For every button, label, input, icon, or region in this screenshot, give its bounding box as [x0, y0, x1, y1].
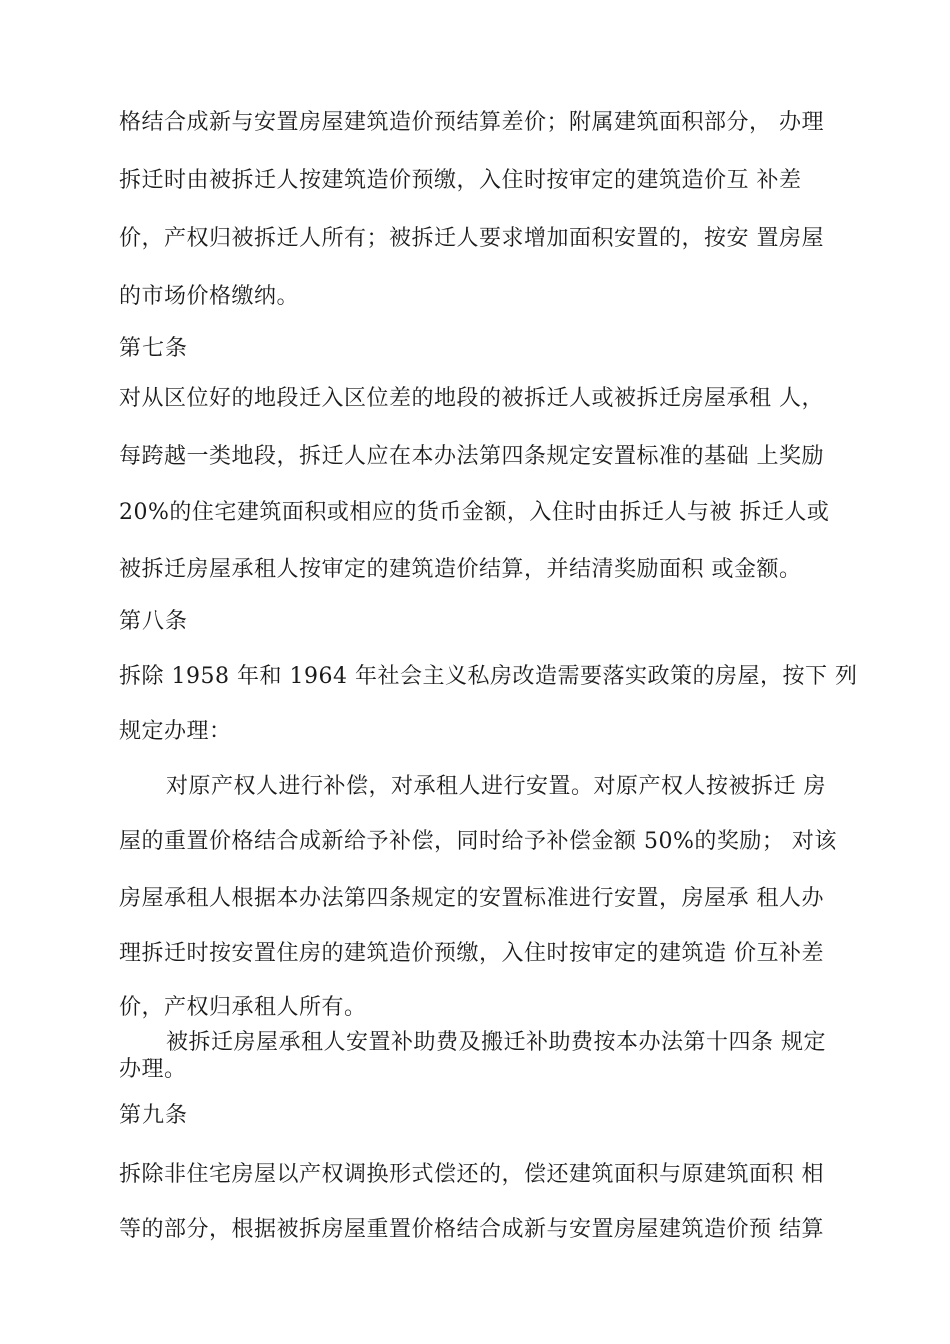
section-heading: 第九条	[119, 1103, 189, 1128]
text-line: 20%的住宅建筑面积或相应的货币金额，入住时由拆迁人与被 拆迁人或	[119, 500, 830, 525]
section-heading: 第八条	[119, 609, 189, 634]
text-line: 办理。	[119, 1057, 187, 1082]
text-line: 被拆迁房屋承租人安置补助费及搬迁补助费按本办法第十四条 规定	[166, 1030, 826, 1055]
text-line: 拆除非住宅房屋以产权调换形式偿还的，偿还建筑面积与原建筑面积 相	[119, 1162, 824, 1187]
text-line: 屋的重置价格结合成新给予补偿，同时给予补偿金额 50%的奖励； 对该	[119, 829, 837, 854]
text-line: 对原产权人进行补偿，对承租人进行安置。对原产权人按被拆迁 房	[166, 774, 826, 799]
text-line: 规定办理：	[119, 719, 232, 744]
text-line: 每跨越一类地段，拆迁人应在本办法第四条规定安置标准的基础 上奖励	[119, 444, 824, 469]
text-line: 等的部分，根据被拆房屋重置价格结合成新与安置房屋建筑造价预 结算	[119, 1217, 824, 1242]
text-line: 房屋承租人根据本办法第四条规定的安置标准进行安置，房屋承 租人办	[119, 886, 824, 911]
text-line: 拆除 1958 年和 1964 年社会主义私房改造需要落实政策的房屋，按下 列	[119, 664, 858, 689]
text-line: 对从区位好的地段迁入区位差的地段的被拆迁人或被拆迁房屋承租 人，	[119, 386, 824, 411]
text-line: 理拆迁时按安置住房的建筑造价预缴，入住时按审定的建筑造 价互补差	[119, 941, 824, 966]
text-line: 价，产权归承租人所有。	[119, 995, 367, 1020]
section-heading: 第七条	[119, 336, 189, 361]
text-line: 被拆迁房屋承租人按审定的建筑造价结算，并结清奖励面积 或金额。	[119, 557, 802, 582]
text-line: 价，产权归被拆迁人所有；被拆迁人要求增加面积安置的，按安 置房屋	[119, 226, 824, 251]
text-line: 格结合成新与安置房屋建筑造价预结算差价；附属建筑面积部分， 办理	[119, 110, 824, 135]
text-line: 拆迁时由被拆迁人按建筑造价预缴，入住时按审定的建筑造价互 补差	[119, 168, 802, 193]
text-line: 的市场价格缴纳。	[119, 284, 300, 309]
